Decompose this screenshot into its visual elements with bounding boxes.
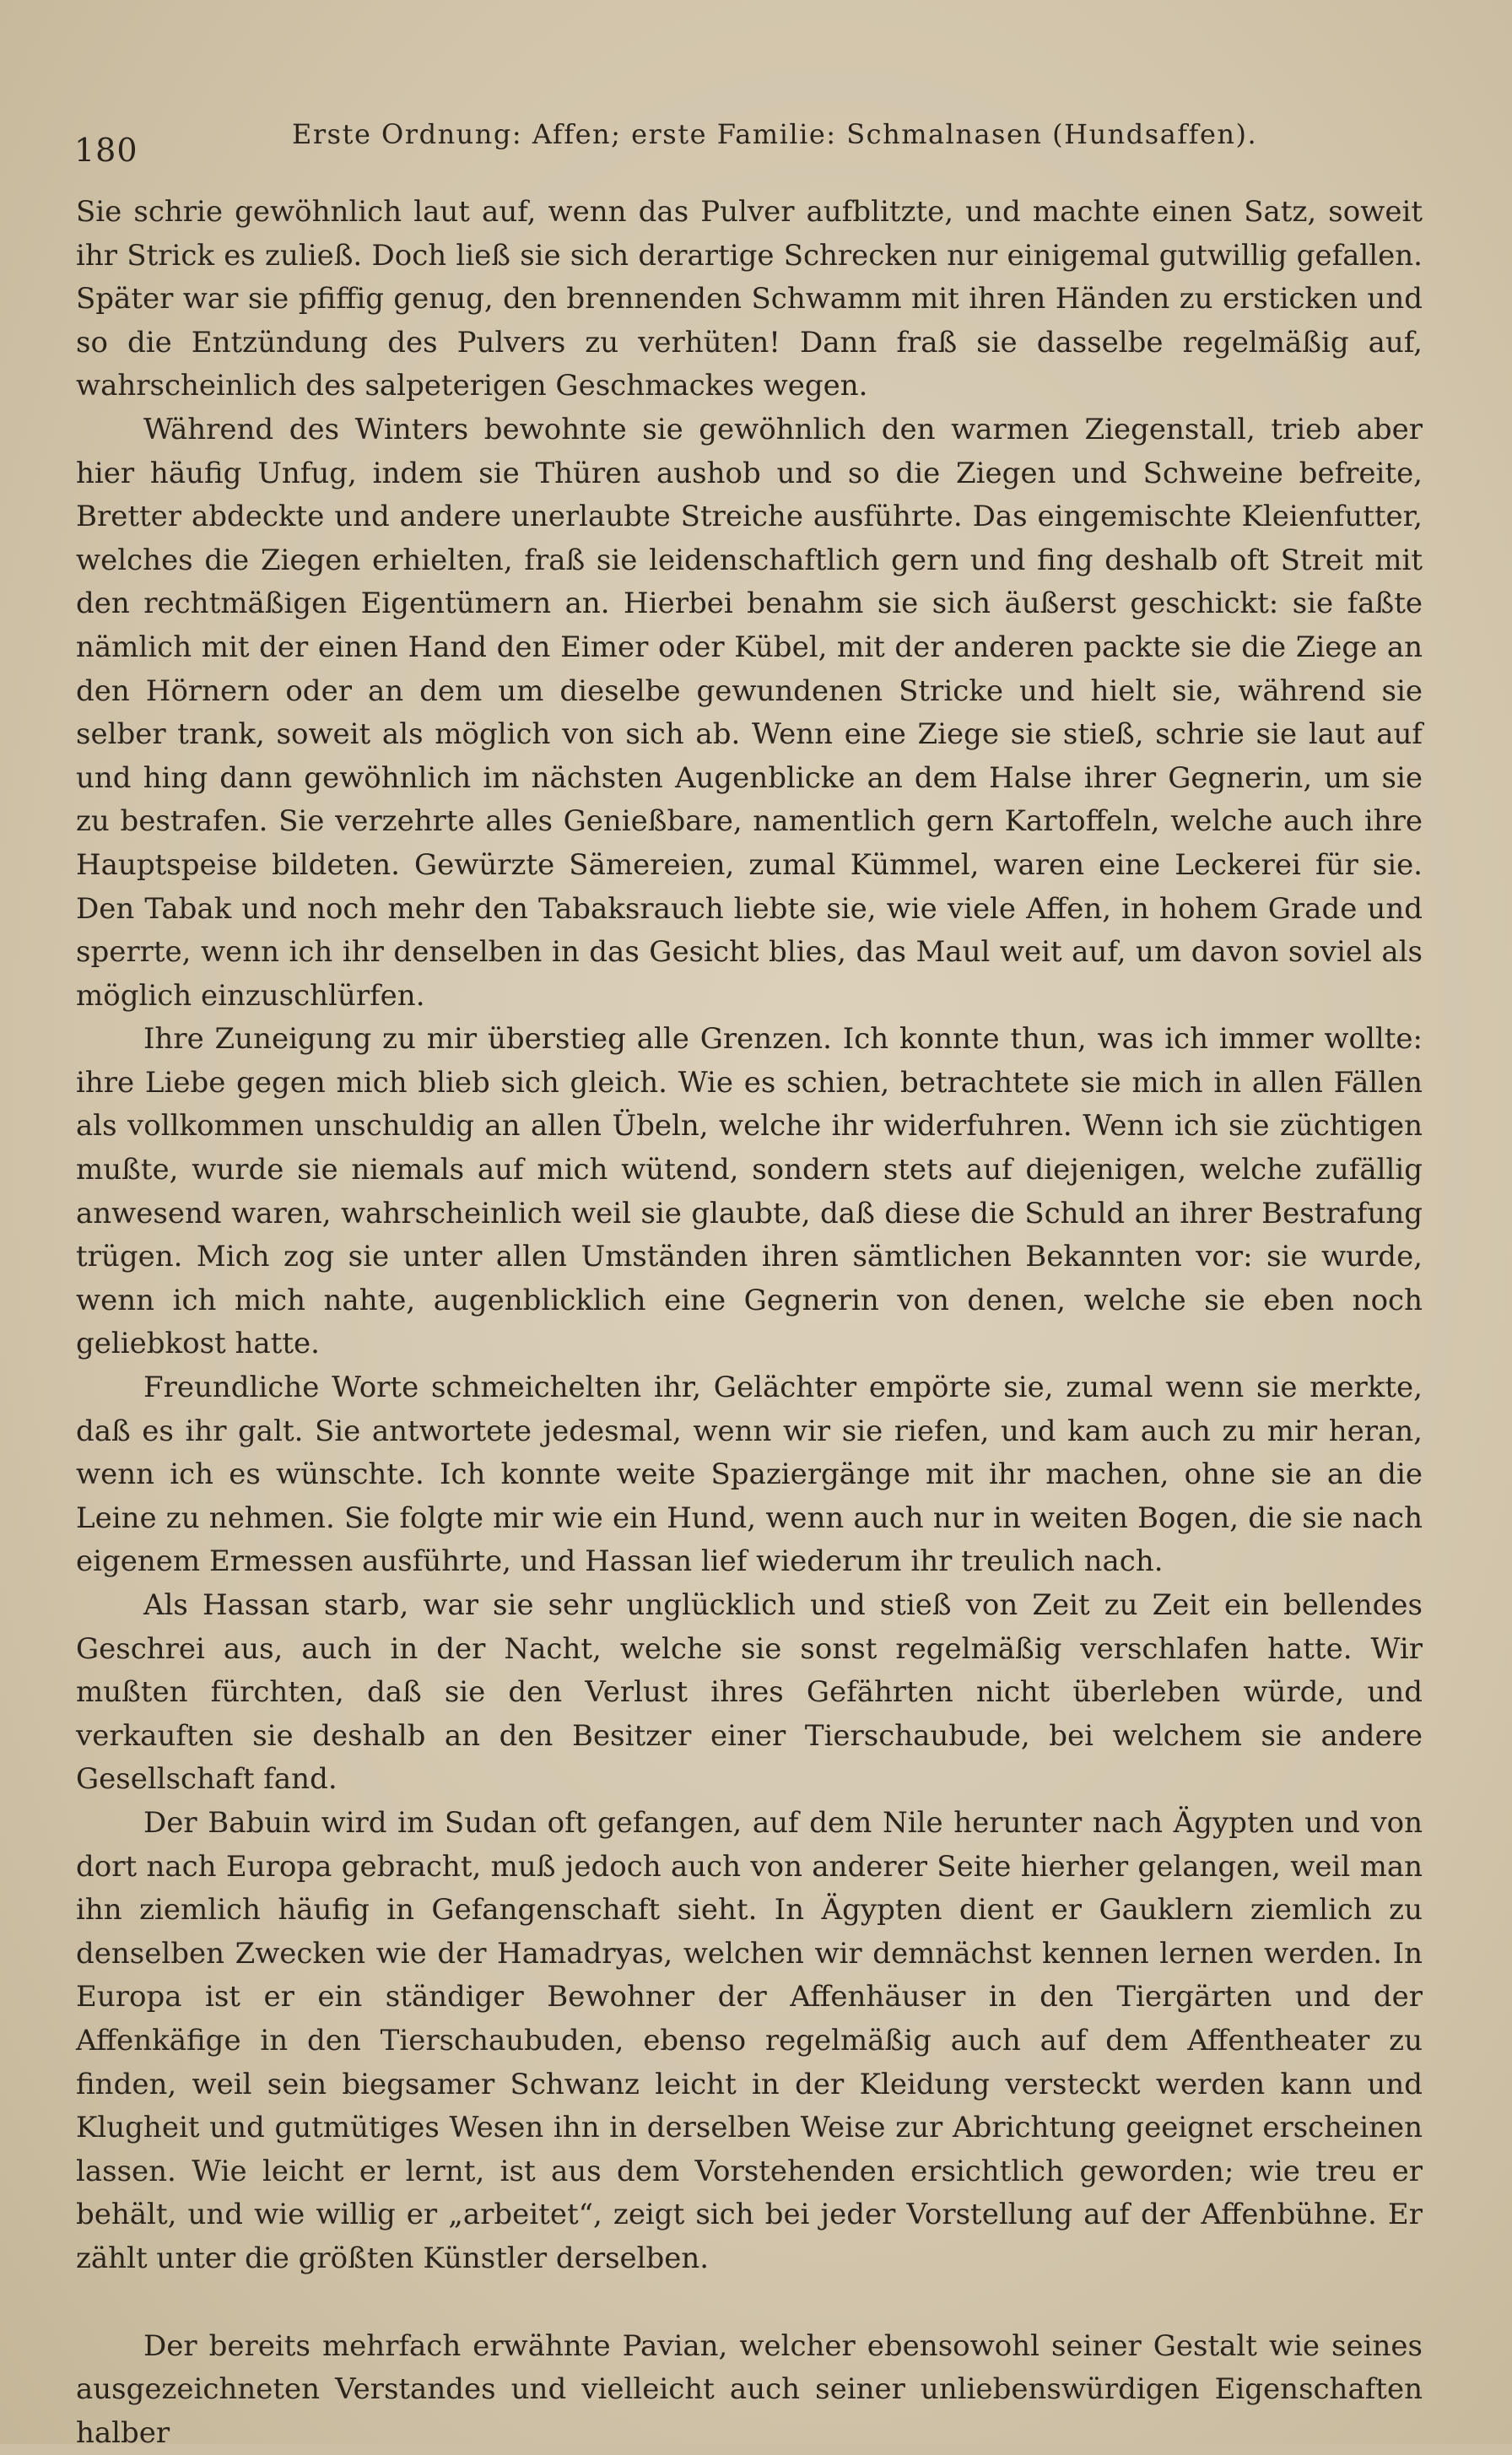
paragraph: Ihre Zuneigung zu mir überstieg alle Grenzen. Ich konnte thun, was ich immer wollte: ihre Liebe gegen mich blieb sich gleich. Wie es schien, betrachtete sie mich in allen Fällen als vollkommen unschuldig an allen Übeln, welche ihr widerfuhren. Wenn ich sie züchtigen mußte, wurde sie niemals auf mich wütend, sondern stets auf diejenigen, welche zufällig anwesend waren, wahrscheinlich weil sie glaubte, daß diese die Schuld an ihrer Bestrafung trügen. Mich zog sie unter allen Umständen ihren sämtlichen Bekannten vor: sie wurde, wenn ich mich nahte, augenblicklich eine Gegnerin von denen, welche sie eben noch geliebkost hatte. bbox=[76, 1018, 1423, 1366]
paragraph: Der Babuin wird im Sudan oft gefangen, auf dem Nile herunter nach Ägypten und von dort nach Europa gebracht, muß jedoch auch von anderer Seite hierher gelangen, weil man ihn ziemlich häufig in Gefangenschaft sieht. In Ägypten dient er Gauklern ziemlich zu denselben Zwecken wie der Hamadryas, welchen wir demnächst kennen lernen werden. In Europa ist er ein ständiger Bewohner der Affenhäuser in den Tiergärten und der Affenkäfige in den Tierschaubuden, ebenso regelmäßig auch auf dem Affentheater zu finden, weil sein biegsamer Schwanz leicht in der Kleidung versteckt werden kann und Klugheit und gutmütiges Wesen ihn in derselben Weise zur Abrichtung geeignet erscheinen lassen. Wie leicht er lernt, ist aus dem Vorstehenden ersichtlich geworden; wie treu er behält, und wie willig er „arbeitet“, zeigt sich bei jeder Vorstellung auf der Affenbühne. Er zählt unter die größten Künstler derselben. bbox=[76, 1802, 1423, 2281]
running-head: Erste Ordnung: Affen; erste Familie: Schmalnasen (Hundsaffen). bbox=[292, 118, 1257, 150]
paragraph: Freundliche Worte schmeichelten ihr, Gelächter empörte sie, zumal wenn sie merkte, daß es ihr galt. Sie antwortete jedesmal, wenn wir sie riefen, und kam auch zu mir heran, wenn ich es wünschte. Ich konnte weite Spaziergänge mit ihr machen, ohne sie an die Leine zu nehmen. Sie folgte mir wie ein Hund, wenn auch nur in weiten Bogen, die sie nach eigenem Ermessen ausführte, und Hassan lief wiederum ihr treulich nach. bbox=[76, 1366, 1423, 1584]
paragraph: Während des Winters bewohnte sie gewöhnlich den warmen Ziegenstall, trieb aber hier häufig Unfug, indem sie Thüren aushob und so die Ziegen und Schweine befreite, Bretter abdeckte und andere unerlaubte Streiche ausführte. Das eingemischte Kleienfutter, welches die Ziegen erhielten, fraß sie leidenschaftlich gern und fing deshalb oft Streit mit den rechtmäßigen Eigentümern an. Hierbei benahm sie sich äußerst geschickt: sie faßte nämlich mit der einen Hand den Eimer oder Kübel, mit der anderen packte sie die Ziege an den Hörnern oder an dem um dieselbe gewundenen Stricke und hielt sie, während sie selber trank, soweit als möglich von sich ab. Wenn eine Ziege sie stieß, schrie sie laut auf und hing dann gewöhnlich im nächsten Augenblicke an dem Halse ihrer Gegnerin, um sie zu bestrafen. Sie verzehrte alles Genießbare, namentlich gern Kartoffeln, welche auch ihre Hauptspeise bildeten. Gewürzte Sämereien, zumal Kümmel, waren eine Leckerei für sie. Den Tabak und noch mehr den Tabaksrauch liebte sie, wie viele Affen, in hohem Grade und sperrte, wenn ich ihr denselben in das Gesicht blies, das Maul weit auf, um davon soviel als möglich einzuschlürfen. bbox=[76, 408, 1423, 1018]
body-text bbox=[76, 191, 1423, 2455]
paragraph: Sie schrie gewöhnlich laut auf, wenn das Pulver aufblitzte, und machte einen Satz, soweit ihr Strick es zuließ. Doch ließ sie sich derartige Schrecken nur einigemal gutwillig gefallen. Später war sie pfiffig genug, den brennenden Schwamm mit ihren Händen zu ersticken und so die Entzündung des Pulvers zu verhüten! Dann fraß sie dasselbe regelmäßig auf, wahrscheinlich des salpeterigen Geschmackes wegen. bbox=[76, 191, 1423, 408]
page-number: 180 bbox=[74, 132, 138, 169]
paragraph: Der bereits mehrfach erwähnte Pavian, welcher ebensowohl seiner Gestalt wie seines ausgezeichneten Verstandes und vielleicht auch seiner unliebenswürdigen Eigenschaften halber bbox=[76, 2325, 1423, 2455]
paragraph: Als Hassan starb, war sie sehr unglücklich und stieß von Zeit zu Zeit ein bellendes Geschrei aus, auch in der Nacht, welche sie sonst regelmäßig verschlafen hatte. Wir mußten fürchten, daß sie den Verlust ihres Gefährten nicht überleben würde, und verkauften sie deshalb an den Besitzer einer Tierschaubude, bei welchem sie andere Gesellschaft fand. bbox=[76, 1584, 1423, 1802]
paragraph-gap bbox=[76, 2281, 1423, 2325]
page-header bbox=[74, 118, 1424, 177]
